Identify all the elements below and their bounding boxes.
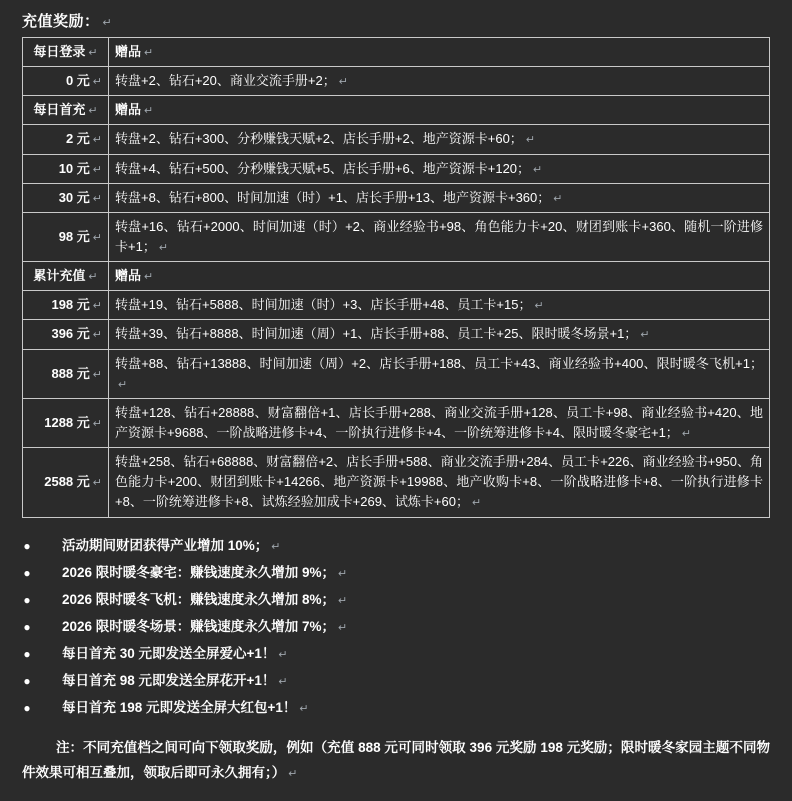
row-reward xyxy=(109,320,770,349)
list-item-text: 活动期间财团获得产业增加 10%； xyxy=(62,537,269,553)
footer-note-text: 注：不同充值档之间可向下领取奖励，例如（充值 888 元可同时领取 396 元奖励 198 元奖励；限时暖冬家园主题不同物件效果可相互叠加，领取后即可永久拥有；） xyxy=(22,739,770,781)
row-reward-label: 赠品 xyxy=(115,268,142,284)
row-tier-label: 396 元 xyxy=(51,326,90,342)
list-item-label xyxy=(40,667,792,694)
pilcrow-mark: ↵ xyxy=(92,417,102,430)
page-title xyxy=(0,0,792,37)
pilcrow-mark: ↵ xyxy=(338,594,348,607)
list-item xyxy=(0,640,792,667)
pilcrow-mark: ↵ xyxy=(553,192,563,205)
pilcrow-mark: ↵ xyxy=(92,300,102,313)
table-row xyxy=(23,291,770,320)
list-item-text: 每日首充 30 元即发送全屏爱心+1！ xyxy=(62,645,276,661)
table-row xyxy=(23,448,770,517)
list-item-label xyxy=(40,613,792,640)
list-item xyxy=(0,532,792,559)
table-row xyxy=(23,212,770,261)
row-reward xyxy=(109,125,770,154)
pilcrow-mark: ↵ xyxy=(681,427,692,440)
reward-table-body xyxy=(23,38,770,518)
row-reward-label: 转盘+8、钻石+800、时间加速（时）+1、店长手册+13、地产资源卡+360； xyxy=(115,189,551,205)
bullet-dot-icon: ● xyxy=(23,700,31,715)
table-row xyxy=(23,125,770,154)
pilcrow-mark: ↵ xyxy=(92,134,102,147)
pilcrow-mark: ↵ xyxy=(92,76,102,89)
row-tier-label: 0 元 xyxy=(65,73,90,89)
row-reward xyxy=(109,212,770,261)
row-tier-label: 累计充值 xyxy=(33,268,86,284)
row-tier xyxy=(23,291,109,320)
row-tier xyxy=(23,67,109,96)
row-reward-label: 转盘+39、钻石+8888、时间加速（周）+1、店长手册+88、员工卡+25、限时暖冬场景+1； xyxy=(115,326,638,342)
table-row xyxy=(23,96,770,125)
row-tier xyxy=(23,398,109,447)
pilcrow-mark: ↵ xyxy=(338,567,348,580)
row-tier-label: 98 元 xyxy=(58,228,90,244)
table-row xyxy=(23,154,770,183)
row-reward xyxy=(109,262,770,291)
row-reward xyxy=(109,349,770,398)
row-tier-label: 每日首充 xyxy=(33,102,86,118)
list-item-text: 每日首充 198 元即发送全屏大红包+1！ xyxy=(62,699,297,715)
pilcrow-mark: ↵ xyxy=(640,329,650,342)
row-tier xyxy=(23,212,109,261)
row-tier xyxy=(23,349,109,398)
pilcrow-mark: ↵ xyxy=(88,271,98,284)
list-item-text: 2026 限时暖冬豪宅：赚钱速度永久增加 9%； xyxy=(62,564,336,580)
list-item xyxy=(0,559,792,586)
pilcrow-mark: ↵ xyxy=(144,271,154,284)
row-reward xyxy=(109,67,770,96)
pilcrow-mark: ↵ xyxy=(278,648,288,661)
pilcrow-mark: ↵ xyxy=(92,231,102,244)
row-reward xyxy=(109,398,770,447)
row-reward-label: 转盘+128、钻石+28888、财富翻倍+1、店长手册+288、商业交流手册+128、员工卡+98、商业经验书+420、地产资源卡+9688、一阶战略进修卡+4、一阶执行进修卡+4、一阶统筹进修卡+4、限时暖冬豪宅+1； xyxy=(115,404,763,440)
row-tier-label: 30 元 xyxy=(58,189,90,205)
pilcrow-mark: ↵ xyxy=(92,368,102,381)
bullet-dot-icon: ● xyxy=(23,619,31,634)
list-item-label xyxy=(40,694,792,721)
list-item-label xyxy=(40,640,792,667)
row-reward xyxy=(109,291,770,320)
pilcrow-mark: ↵ xyxy=(88,105,98,118)
pilcrow-mark: ↵ xyxy=(288,768,298,781)
row-reward-label: 赠品 xyxy=(115,44,142,59)
row-reward-label: 转盘+2、钻石+20、商业交流手册+2； xyxy=(115,73,336,89)
row-tier xyxy=(23,262,109,291)
row-tier-label: 每日登录 xyxy=(33,44,86,59)
pilcrow-mark: ↵ xyxy=(144,105,154,118)
list-item-label xyxy=(40,532,792,559)
row-tier xyxy=(23,38,109,67)
pilcrow-mark: ↵ xyxy=(92,477,102,490)
table-row xyxy=(23,320,770,349)
row-reward-label: 转盘+16、钻石+2000、时间加速（时）+2、商业经验书+98、角色能力卡+20、财团到账卡+360、随机一阶进修卡+1； xyxy=(115,218,763,254)
pilcrow-mark: ↵ xyxy=(533,163,543,176)
bullet-dot-icon: ● xyxy=(23,565,31,580)
row-tier-label: 2588 元 xyxy=(44,474,90,490)
pilcrow-mark: ↵ xyxy=(92,163,102,176)
row-reward xyxy=(109,183,770,212)
pilcrow-mark: ↵ xyxy=(338,621,348,634)
row-reward-label: 转盘+4、钻石+500、分秒赚钱天赋+5、店长手册+6、地产资源卡+120； xyxy=(115,160,531,176)
pilcrow-mark: ↵ xyxy=(338,76,348,89)
pilcrow-mark: ↵ xyxy=(271,540,281,553)
row-tier xyxy=(23,320,109,349)
pilcrow-mark: ↵ xyxy=(88,47,98,59)
row-tier xyxy=(23,125,109,154)
page-title-text: 充值奖励： xyxy=(22,13,100,30)
row-reward-label: 转盘+258、钻石+68888、财富翻倍+2、店长手册+588、商业交流手册+284、员工卡+226、商业经验书+950、角色能力卡+200、财团到账卡+14266、地产资源卡+19988、地产收购卡+8、一阶战略进修卡+8、一阶执行进修卡+8、一阶统筹进修卡+8、试炼经验加成卡+269、试炼卡+60； xyxy=(115,454,763,510)
pilcrow-mark: ↵ xyxy=(144,47,154,59)
row-reward xyxy=(109,96,770,125)
table-row xyxy=(23,262,770,291)
list-item xyxy=(0,586,792,613)
bullet-dot-icon: ● xyxy=(23,592,31,607)
pilcrow-mark: ↵ xyxy=(102,17,113,29)
row-tier-label: 1288 元 xyxy=(44,414,90,430)
row-reward xyxy=(109,38,770,67)
row-tier xyxy=(23,183,109,212)
row-reward-label: 转盘+88、钻石+13888、时间加速（周）+2、店长手册+188、员工卡+43、商业经验书+400、限时暖冬飞机+1； xyxy=(115,355,763,371)
list-item-label xyxy=(40,586,792,613)
bullet-dot-icon: ● xyxy=(23,673,31,688)
bullet-dot-icon: ● xyxy=(23,538,31,553)
bullet-list xyxy=(0,532,792,721)
table-row xyxy=(23,349,770,398)
table-row xyxy=(23,398,770,447)
bullet-dot-icon: ● xyxy=(23,646,31,661)
list-item xyxy=(0,613,792,640)
row-reward-label: 转盘+2、钻石+300、分秒赚钱天赋+2、店长手册+2、地产资源卡+60； xyxy=(115,131,523,147)
pilcrow-mark: ↵ xyxy=(471,497,482,510)
row-tier-label: 2 元 xyxy=(65,131,90,147)
list-item-text: 2026 限时暖冬飞机：赚钱速度永久增加 8%； xyxy=(62,591,336,607)
row-tier-label: 198 元 xyxy=(51,297,90,313)
list-item xyxy=(0,667,792,694)
row-reward-label: 转盘+19、钻石+5888、时间加速（时）+3、店长手册+48、员工卡+15； xyxy=(115,297,532,313)
footer-note xyxy=(22,735,770,786)
pilcrow-mark: ↵ xyxy=(118,378,128,391)
pilcrow-mark: ↵ xyxy=(92,329,102,342)
pilcrow-mark: ↵ xyxy=(525,134,536,147)
pilcrow-mark: ↵ xyxy=(278,675,288,688)
row-tier-label: 10 元 xyxy=(58,160,90,176)
pilcrow-mark: ↵ xyxy=(92,192,102,205)
row-reward-label: 赠品 xyxy=(115,102,142,118)
row-reward xyxy=(109,448,770,517)
row-tier xyxy=(23,448,109,517)
table-row xyxy=(23,38,770,67)
list-item-text: 2026 限时暖冬场景：赚钱速度永久增加 7%； xyxy=(62,618,336,634)
list-item xyxy=(0,694,792,721)
table-row xyxy=(23,183,770,212)
table-row xyxy=(23,67,770,96)
pilcrow-mark: ↵ xyxy=(158,241,169,254)
row-reward xyxy=(109,154,770,183)
list-item-label xyxy=(40,559,792,586)
reward-table xyxy=(22,37,770,518)
row-tier-label: 888 元 xyxy=(51,365,90,381)
row-tier xyxy=(23,96,109,125)
list-item-text: 每日首充 98 元即发送全屏花开+1！ xyxy=(62,672,276,688)
row-tier xyxy=(23,154,109,183)
pilcrow-mark: ↵ xyxy=(534,300,544,313)
pilcrow-mark: ↵ xyxy=(299,702,309,715)
